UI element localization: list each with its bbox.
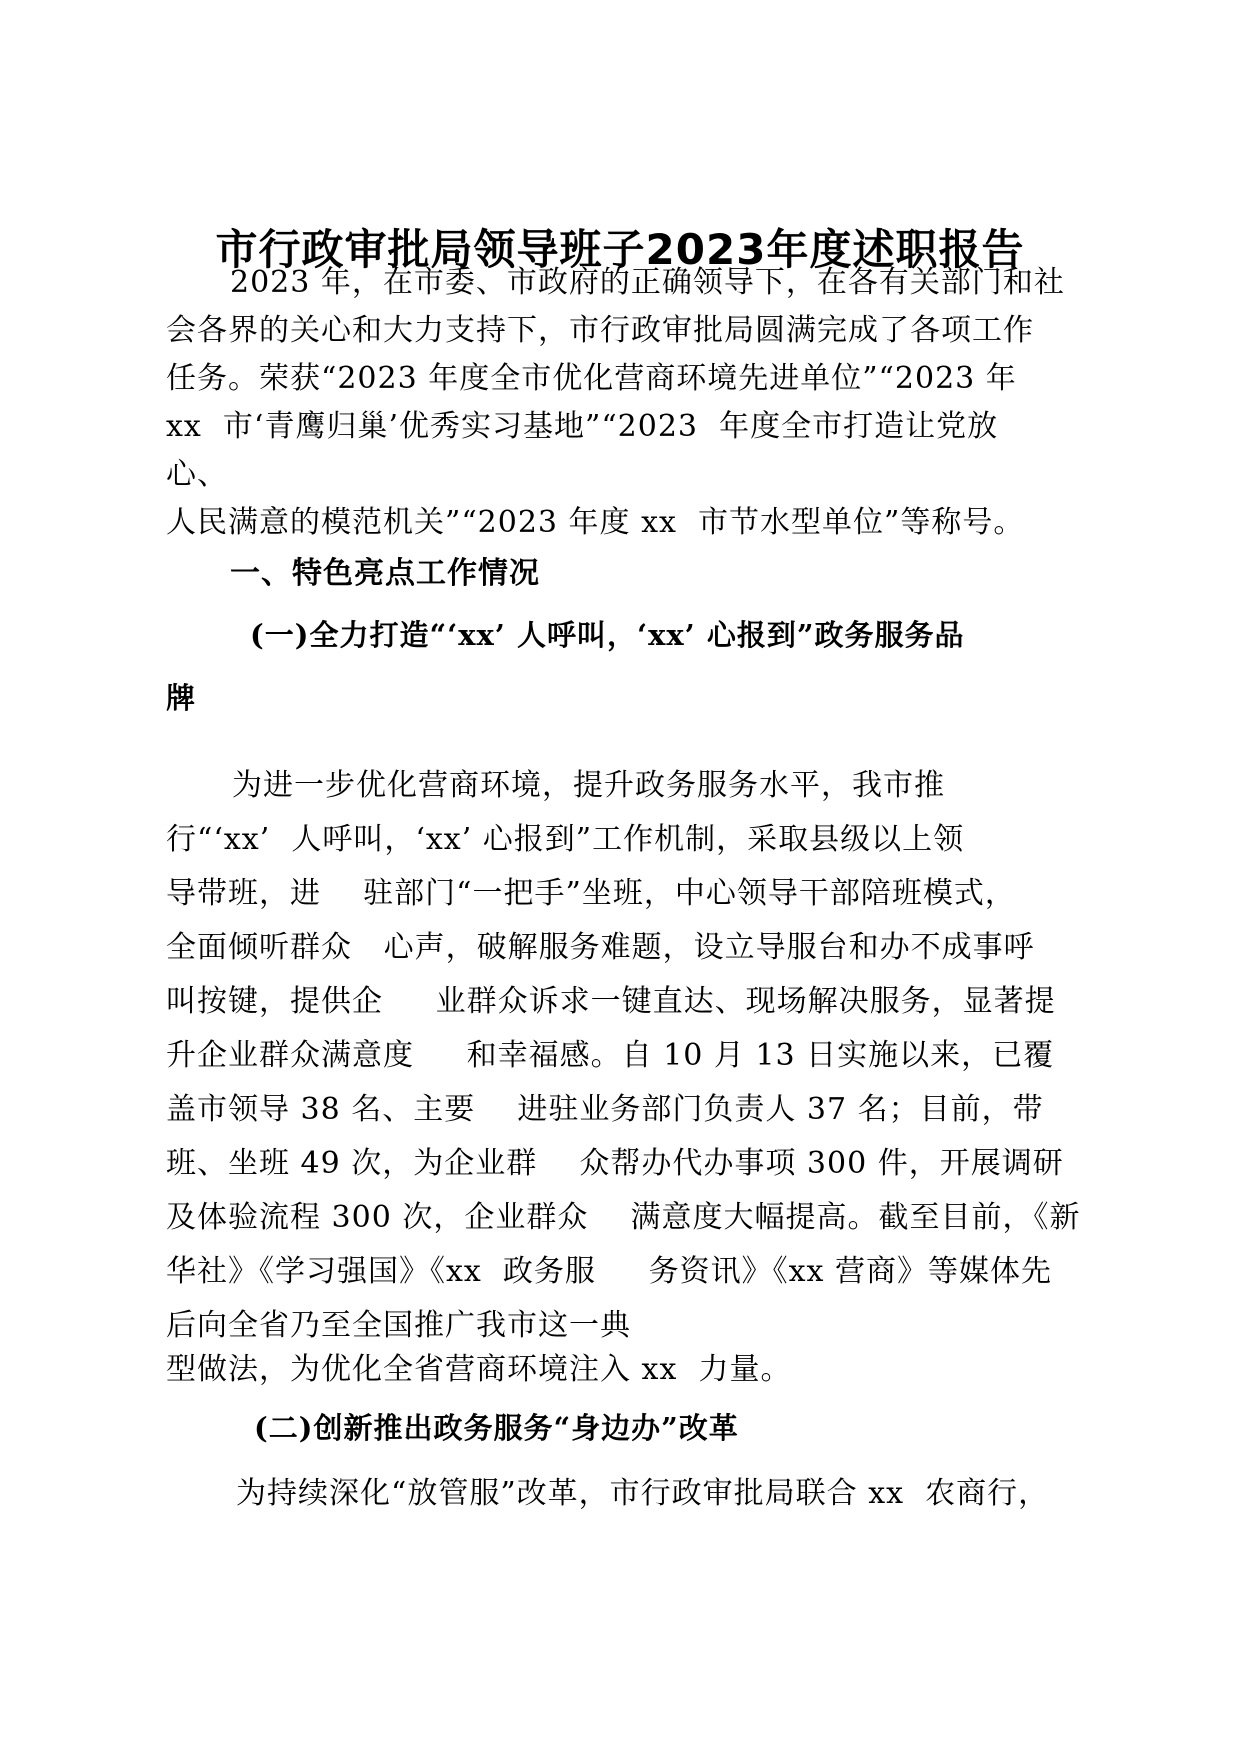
intro-line-6: 人民满意的模范机关”“2023 年度 xx 市节水型单位”等称号。	[166, 505, 1025, 540]
subsection-heading-1-cont: 牌	[166, 681, 197, 715]
sub1-body-line-8: 班、坐班 49 次，为企业群 众帮办代办事项 300 件，开展调研	[166, 1146, 1064, 1181]
intro-line-1: 2023 年，在市委、市政府的正确领导下，在各有关部门和社	[230, 265, 1065, 300]
sub1-body-line-5: 叫按键，提供企 业群众诉求一键直达、现场解决服务，显著提	[166, 984, 1056, 1019]
section-heading-1: 一、特色亮点工作情况	[230, 556, 540, 591]
sub1-body-line-7: 盖市领导 38 名、主要 进驻业务部门负责人 37 名；目前，带	[166, 1092, 1044, 1127]
sub1-body-line-10: 华社》《学习强国》《xx 政务服 务资讯》《xx 营商》等媒体先	[166, 1254, 1052, 1289]
intro-line-4: xx 市‘青鹰归巢’优秀实习基地”“2023 年度全市打造让党放	[166, 409, 999, 444]
sub2-body-line-1: 为持续深化“放管服”改革，市行政审批局联合 xx 农商行，	[236, 1476, 1050, 1511]
intro-line-5: 心、	[166, 457, 228, 492]
sub1-body-line-3: 导带班，进 驻部门“一把手”坐班，中心领导干部陪班模式，	[166, 876, 1016, 911]
subsection-heading-1: (一)全力打造“‘xx’ 人呼叫，‘xx’ 心报到”政务服务品	[250, 618, 965, 652]
sub1-body-line-12: 型做法，为优化全省营商环境注入 xx 力量。	[166, 1352, 792, 1387]
sub1-body-line-1: 为进一步优化营商环境，提升政务服务水平，我市推	[232, 768, 945, 803]
sub1-body-line-6: 升企业群众满意度 和幸福感。自 10 月 13 日实施以来，已覆	[166, 1038, 1055, 1073]
sub1-body-line-4: 全面倾听群众 心声，破解服务难题，设立导服台和办不成事呼	[166, 930, 1035, 965]
sub1-body-line-9: 及体验流程 300 次，企业群众 满意度大幅提高。截至目前，《新	[166, 1200, 1081, 1235]
sub1-body-line-2: 行“‘xx’ 人呼叫，‘xx’ 心报到”工作机制，采取县级以上领	[166, 822, 965, 857]
sub1-body-line-11: 后向全省乃至全国推广我市这一典	[166, 1308, 631, 1343]
intro-line-3: 任务。荣获“2023 年度全市优化营商环境先进单位”“2023 年	[166, 361, 1017, 396]
subsection-heading-2: (二)创新推出政务服务“身边办”改革	[254, 1411, 739, 1445]
document-title: 市行政审批局领导班子2023年度述职报告	[215, 225, 1025, 274]
intro-line-2: 会各界的关心和大力支持下，市行政审批局圆满完成了各项工作	[166, 313, 1034, 348]
